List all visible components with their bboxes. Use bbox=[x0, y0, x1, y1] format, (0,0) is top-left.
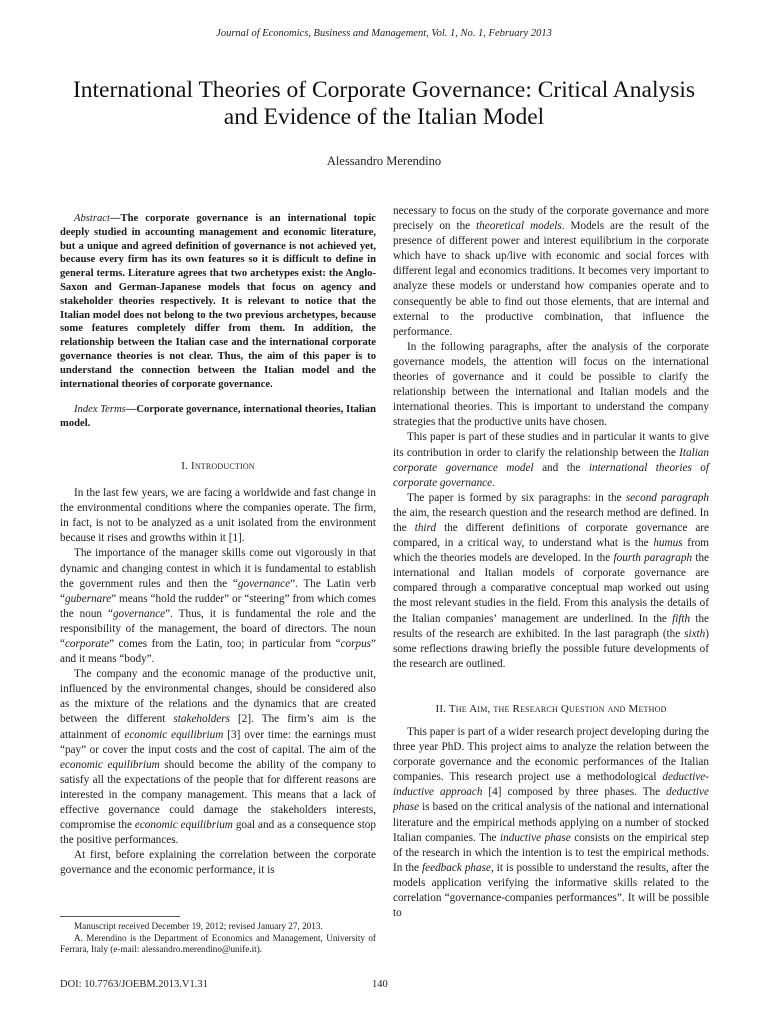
intro-paragraph-2: The importance of the manager skills come out vigorously in that dynamic and changing contest in which it is fundamental to establish the government rules and then the “governance”. The Latin verb “gubernare” means “hold the rudder” or “steering” from which comes the noun “governance”. Thus, it is fundamental the role and the responsibility of the management, the board of directors. The noun “corporate” comes from the Latin, too; in particular from “corpus” and it means “body”. bbox=[60, 547, 376, 666]
paper-title: International Theories of Corporate Governance: Critical Analysis and Evidence of the Italian Model bbox=[72, 77, 696, 130]
section-heading-aim: II. The Aim, the Research Question and Method bbox=[435, 702, 667, 715]
author-name: Alessandro Merendino bbox=[326, 154, 442, 168]
footnotes bbox=[60, 921, 376, 956]
footnote-affiliation: A. Merendino is the Department of Economics and Management, University of Ferrara, Italy (e-mail: alessandro.merendino@unife.it). bbox=[60, 932, 376, 954]
intro-paragraph-3: The company and the economic manage of the productive unit, influenced by the environmental changes, should be considered also as the mixture of the relations and the dynamics that are created between the different stakeholders [2]. The firm’s aim is the attainment of economic equilibrium [3] over time: the earnings must “pay” or cover the input costs and the cost of capital. The aim of the economic equilibrium should become the ability of the company to satisfy all the expectations of the people that for different reasons are interested in the company management. This means that a lack of effective governance could damage the stakeholders interests, compromise the economic equilibrium goal and as a consequence stop the positive performances. bbox=[60, 668, 377, 847]
right-paragraph-4: The paper is formed by six paragraphs: in the second paragraph the aim, the research question and the research method are defined. In the third the different definitions of corporate governance are compared, in a critical way, to understand what is the humus from which the theories models are developed. In the fourth paragraph the international and Italian models of corporate governance are compared through a comparative conceptual map worked out using the most relevant studies in the field. From this analysis the details of the Italian companies’ management are underlined. In the fifth the results of the research are exhibited. In the last paragraph (the sixth) some reflections drawing briefly the possible future developments of the research are outlined. bbox=[393, 491, 710, 670]
section-heading-introduction: I. Introduction bbox=[181, 459, 255, 472]
right-paragraph-1: necessary to focus on the study of the corporate governance and more precisely on the theoretical models. Models are the result of the presence of different power and interest equilibrium in the corporate which have to shack up/live with economic and social forces with different legal and economics traditions. It becomes very important to analyze these models or understand how companies operate and to consequently be able to find out those elements, that are internal and external to the productive combination, that influence the performance. bbox=[393, 205, 709, 338]
footnote-manuscript: Manuscript received December 19, 2012; revised January 27, 2013. bbox=[74, 921, 323, 931]
aim-paragraph-1: This paper is part of a wider research project developing during the three year PhD. This project aims to analyze the relation between the corporate governance and the economic performances of the Italian companies. This research project use a methodological deductive-inductive approach [4] composed by three phases. The deductive phase is based on the critical analysis of the national and international literature and the empirical methods applying on a number of stocked Italian companies. The inductive phase consists on the empirical step of the research in which the intention is to test the empirical methods. In the feedback phase, it is possible to understand the results, after the models application verifying the informative skills related to the correlation “governance-companies performances”. It will be possible to bbox=[393, 726, 709, 920]
running-head: Journal of Economics, Business and Management, Vol. 1, No. 1, February 2013 bbox=[216, 28, 552, 39]
intro-paragraph-4: At first, before explaining the correlation between the corporate governance and the economic performance, it is bbox=[60, 849, 376, 877]
footnote-divider bbox=[60, 916, 180, 917]
right-column bbox=[393, 204, 709, 921]
index-terms bbox=[60, 403, 376, 431]
abstract-body: —The corporate governance is an international topic deeply studied in accounting management and economic literature, but a unique and agreed definition of governance is not achieved yet, because every firm has its own features so it is difficult to define in general terms. Literature agrees that two archetypes exist: the Anglo-Saxon and German-Japanese models that focus on agency and stakeholder theories respectively. It is relevant to notice that the Italian model does not belong to the two previous archetypes, because some features completely differ from them. In addition, the relationship between the Italian case and the international corporate governance theories is not clear. Thus, the aim of this paper is to understand the connection between the Italian model and the international theories of corporate governance. bbox=[60, 213, 376, 390]
abstract-lead: Abstract bbox=[74, 213, 110, 224]
index-terms-lead: Index Terms bbox=[74, 404, 126, 416]
index-terms-body: —Corporate governance, international theories, Italian model. bbox=[60, 404, 376, 430]
doi-footer: DOI: 10.7763/JOEBM.2013.V1.31 bbox=[60, 979, 208, 990]
right-paragraph-3: This paper is part of these studies and in particular it wants to give its contribution in order to clarify the relationship between the Italian corporate governance model and the international theories of corporate governance. bbox=[393, 431, 709, 489]
page-number: 140 bbox=[372, 979, 388, 990]
intro-paragraph-1: In the last few years, we are facing a worldwide and fast change in the environmental conditions where the companies operate. The firm, in fact, is not to be analyzed as a unit isolated from the environment because it rises and growths within it [1]. bbox=[60, 487, 376, 545]
abstract bbox=[60, 212, 376, 391]
left-column bbox=[60, 212, 376, 878]
right-paragraph-2: In the following paragraphs, after the analysis of the corporate governance models, the attention will focus on the international theories of governance and it could be possible to clarify the relationship between the international and Italian models and the international theories. This is important to understand the company strategies that the productive units have chosen. bbox=[393, 340, 709, 429]
